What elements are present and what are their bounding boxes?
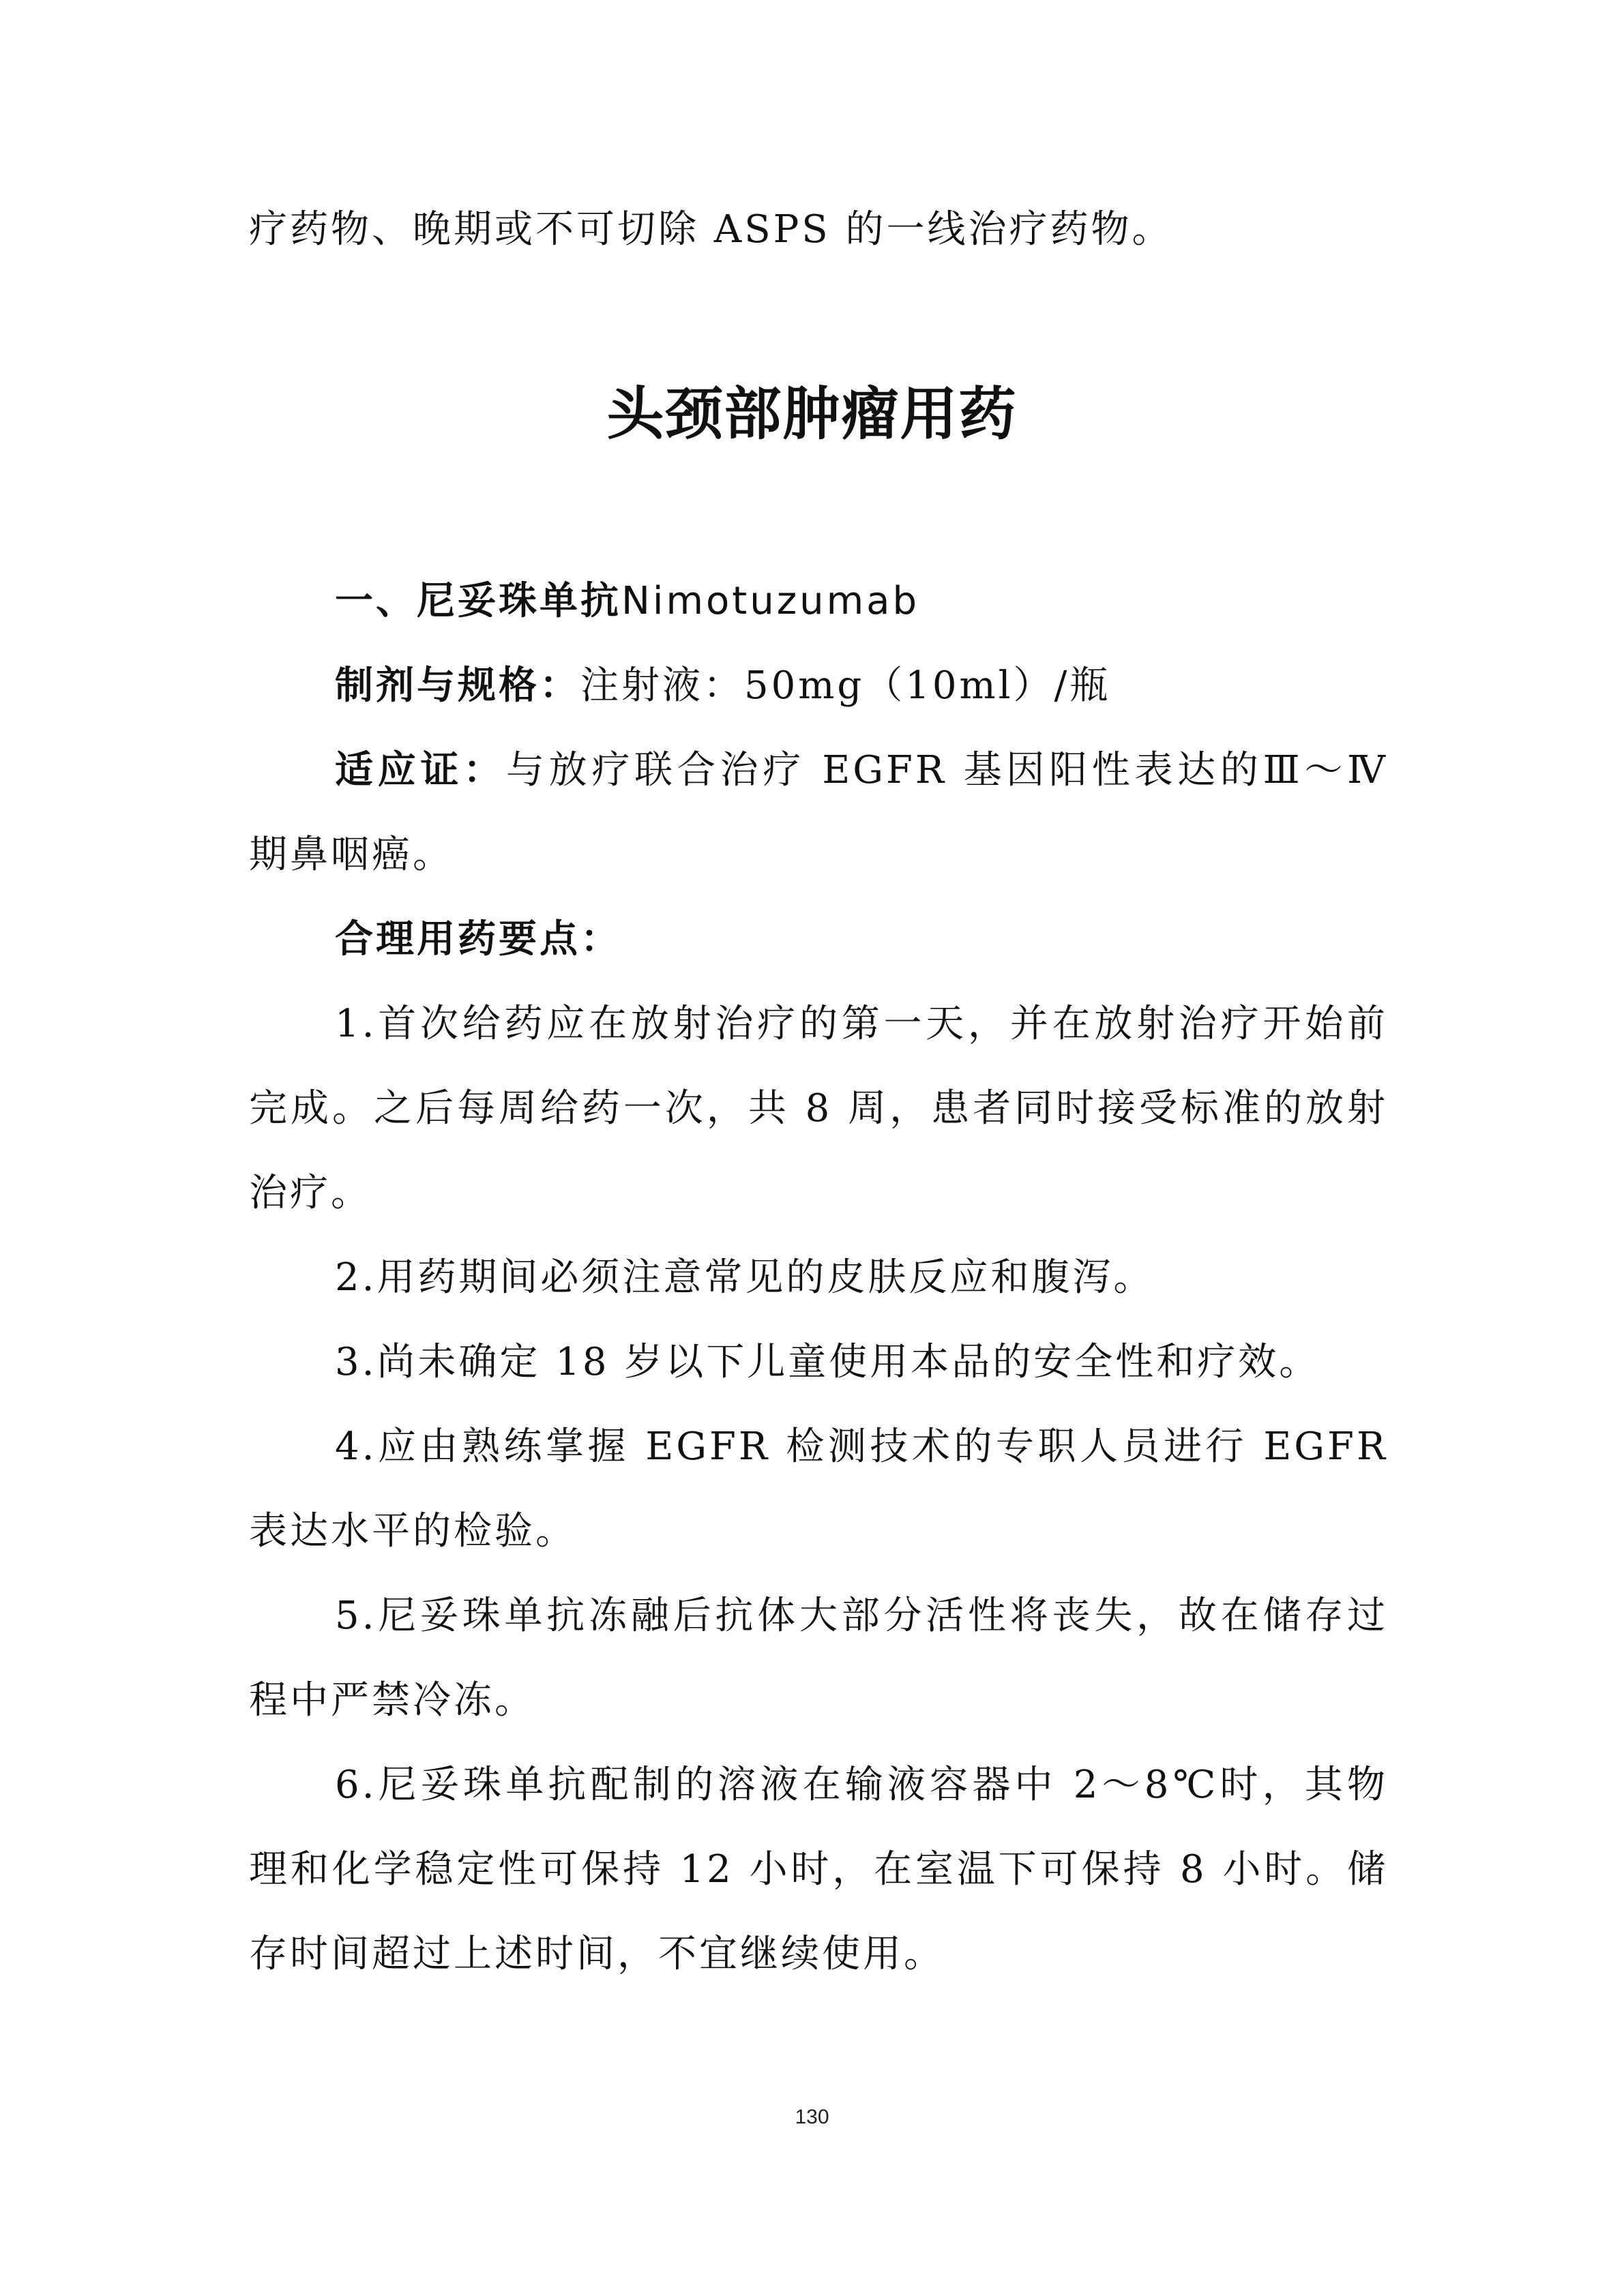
key-points-label: 合理用药要点：	[335, 917, 621, 961]
drug-heading-en: Nimotuzumab	[621, 579, 920, 623]
point-1: 1.首次给药应在放射治疗的第一天，并在放射治疗开始前完成。之后每周给药一次，共 8 周，患者同时接受标准的放射治疗。	[249, 1002, 1388, 1215]
carry-over-text: 疗药物、晚期或不可切除 ASPS 的一线治疗药物。	[249, 207, 1173, 252]
point-2: 2.用药期间必须注意常见的皮肤反应和腹泻。	[335, 1255, 1155, 1300]
indication-paragraph	[249, 728, 1388, 897]
spec-paragraph	[249, 644, 1388, 728]
section-title: 头颈部肿瘤用药	[606, 381, 1018, 447]
indication-label: 适应证：	[335, 748, 506, 792]
page-number: 130	[795, 2106, 829, 2128]
point-6: 6.尼妥珠单抗配制的溶液在输液容器中 2～8℃时，其物理和化学稳定性可保持 12 小时，在室温下可保持 8 小时。储存时间超过上述时间，不宜继续使用。	[249, 1763, 1388, 1976]
point-3: 3.尚未确定 18 岁以下儿童使用本品的安全性和疗效。	[335, 1340, 1320, 1384]
spec-value: 注射液：50mg（10ml）/瓶	[580, 664, 1111, 708]
drug-heading	[249, 559, 1388, 644]
drug-entry	[249, 559, 1388, 1997]
indication-value: 与放疗联合治疗 EGFR 基因阳性表达的Ⅲ～Ⅳ期鼻咽癌。	[249, 748, 1388, 877]
point-5: 5.尼妥珠单抗冻融后抗体大部分活性将丧失，故在储存过程中严禁冷冻。	[249, 1594, 1388, 1723]
drug-heading-cn: 一、尼妥珠单抗	[335, 579, 621, 623]
spec-label: 制剂与规格：	[335, 664, 580, 708]
point-4: 4.应由熟练掌握 EGFR 检测技术的专职人员进行 EGFR 表达水平的检验。	[249, 1425, 1388, 1553]
